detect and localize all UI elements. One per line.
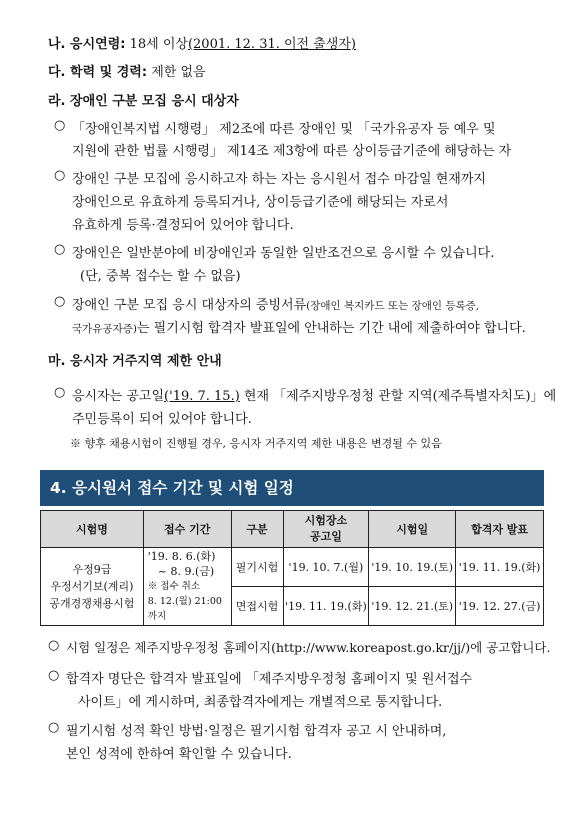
period-end: ~ 8. 9.(금) [157, 565, 215, 578]
schedule-table [40, 510, 544, 626]
disability-bullet-4-line-2 [72, 317, 526, 336]
residence-line-2: 주민등록이 되어 있어야 합니다. [72, 412, 252, 427]
bullet-symbol: ○ [48, 720, 60, 735]
exam-name-line: 공개경쟁채용시험 [49, 597, 135, 610]
header-venue: 시험장소 공고일 [283, 511, 369, 548]
venue-cell: '19. 10. 7.(월) [283, 548, 369, 587]
disability-bullet-4-line-1 [72, 294, 479, 313]
disability-bullet-1-line-1: 「장애인복지법 시행령」 제2조에 따른 장애인 및 「국가유공자 등 예우 및 [72, 122, 496, 137]
schedule-title: 4. 응시원서 접수 기간 및 시험 일정 [50, 479, 294, 497]
schedule-banner [40, 470, 544, 506]
disability-bullet-3-line-1: 장애인은 일반분야에 비장애인과 동일한 일반조건으로 응시할 수 있습니다. [72, 246, 495, 261]
age-date: (2001. 12. 31. 이전 출생자) [187, 37, 356, 52]
document-deadline-text: 는 필기시험 합격자 발표일에 안내하는 기간 내에 제출하여야 합니다. [136, 321, 526, 336]
residence-line-1 [72, 385, 556, 404]
period-cell [143, 548, 231, 626]
announcement-date: ('19. 7. 15.) [164, 389, 240, 404]
document-examples-cont: 국가유공자증) [72, 323, 137, 335]
residence-note: ※ 향후 채용시험이 진행될 경우, 응시자 거주지역 제한 내용은 변경될 수 있음 [70, 437, 442, 450]
bullet-symbol: ○ [54, 118, 66, 133]
education-text: 제한 없음 [151, 65, 206, 80]
footer-bullet-3-line-1: 필기시험 성적 확인 방법·일정은 필기시험 합격자 공고 시 안내하며, [66, 724, 447, 739]
type-cell: 필기시험 [231, 548, 283, 587]
bullet-symbol: ○ [48, 668, 60, 683]
disability-bullet-1-line-2: 지원에 관한 법률 시행령」 제14조 제3항에 따른 상이등급기준에 해당하는 자 [72, 144, 512, 159]
education-label: 다. 학력 및 경력: [48, 65, 148, 80]
table-header-row [41, 511, 544, 548]
bullet-symbol: ○ [54, 242, 66, 257]
exam-name-line: 우정9급 [72, 563, 112, 576]
period-start: '19. 8. 6.(화) [147, 550, 216, 563]
exam-name-line: 우정서기보(계리) [50, 580, 134, 593]
age-requirement [48, 33, 356, 52]
header-type: 구분 [231, 511, 283, 548]
bullet-symbol: ○ [54, 294, 66, 309]
education-requirement [48, 61, 206, 80]
footer-bullet-3-line-2: 본인 성적에 한하여 확인할 수 있습니다. [66, 747, 292, 762]
exam-date-cell: '19. 10. 19.(토) [369, 548, 456, 587]
header-exam-date: 시험일 [369, 511, 456, 548]
disability-bullet-2-line-2: 장애인으로 유효하게 등록되거나, 상이등급기준에 해당되는 자로서 [72, 195, 449, 210]
exam-date-cell: '19. 12. 21.(토) [369, 587, 456, 626]
header-exam-name: 시험명 [41, 511, 144, 548]
cancel-note: ※ 접수 취소 [147, 581, 201, 592]
disability-bullet-3-line-2: (단, 중복 접수는 할 수 없음) [80, 269, 241, 284]
result-cell: '19. 12. 27.(금) [456, 587, 544, 626]
venue-cell: '19. 11. 19.(화) [283, 587, 369, 626]
disability-bullet-2-line-1: 장애인 구분 모집에 응시하고자 하는 자는 응시원서 접수 마감일 현재까지 [72, 172, 486, 187]
residence-pre: 응시자는 공고일 [72, 389, 165, 404]
result-cell: '19. 11. 19.(화) [456, 548, 544, 587]
bullet-symbol: ○ [54, 168, 66, 183]
footer-bullet-2-line-2: 사이트」에 게시하며, 최종합격자에게는 개별적으로 통지합니다. [78, 695, 443, 710]
type-cell: 면접시험 [231, 587, 283, 626]
age-text: 18세 이상 [129, 37, 188, 52]
exam-name-cell [41, 548, 144, 626]
footer-bullet-1: 시험 일정은 제주지방우정청 홈페이지(http://www.koreapost.go.kr/jj/)에 공고합니다. [66, 640, 551, 655]
bullet-symbol: ○ [54, 385, 66, 400]
residence-heading: 마. 응시자 거주지역 제한 안내 [48, 354, 222, 369]
document-examples: (장애인 복지카드 또는 장애인 등록증, [306, 300, 480, 312]
document-requirement-text: 장애인 구분 모집 응시 대상자의 증빙서류 [72, 298, 307, 313]
footer-bullet-2-line-1: 합격자 명단은 합격자 발표일에 「제주지방우정청 홈페이지 및 원서접수 [66, 672, 473, 687]
disability-heading: 라. 장애인 구분 모집 응시 대상자 [48, 94, 239, 109]
disability-bullet-2-line-3: 유효하게 등록·결정되어 있어야 합니다. [72, 218, 294, 233]
header-period: 접수 기간 [143, 511, 231, 548]
table-row [41, 548, 544, 587]
age-label: 나. 응시연령: [48, 37, 126, 52]
residence-post: 현재 「제주지방우정청 관할 지역(제주특별자치도)」에 [243, 389, 557, 404]
cancel-deadline: 8. 12.(월) 21:00까지 [147, 596, 222, 622]
bullet-symbol: ○ [48, 638, 60, 653]
header-result: 합격자 발표 [456, 511, 544, 548]
